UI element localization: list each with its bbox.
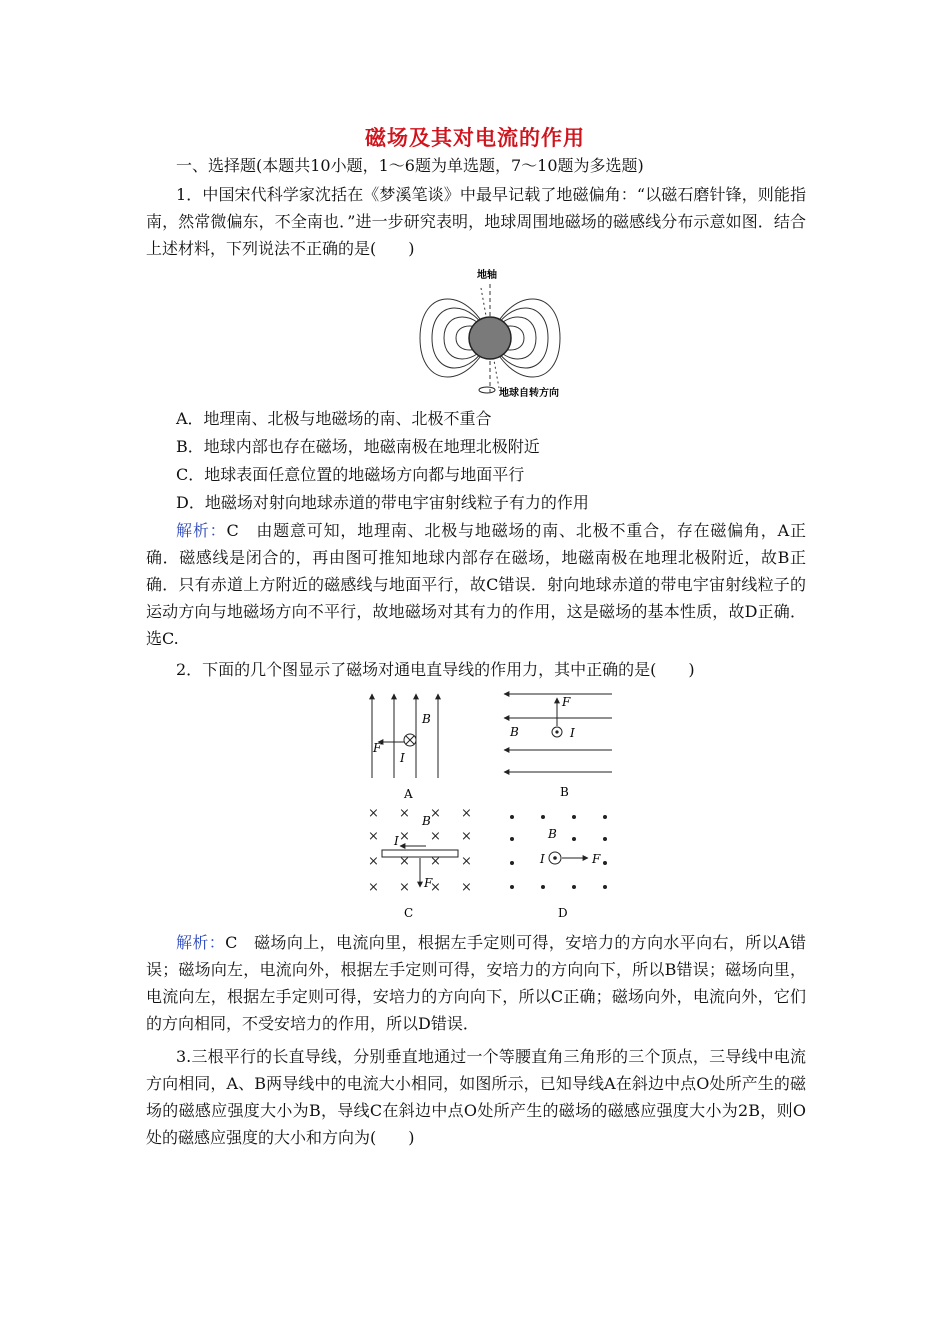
panel-d-b-label: B bbox=[548, 827, 557, 841]
q2-panel-b bbox=[500, 690, 620, 802]
svg-text:×: × bbox=[399, 829, 410, 844]
q1-option-d: D．地磁场对射向地球赤道的带电宇宙射线粒子有力的作用 bbox=[176, 493, 589, 512]
svg-text:×: × bbox=[461, 829, 472, 844]
section-heading: 一、选择题(本题共10小题，1～6题为单选题，7～10题为多选题) bbox=[176, 156, 644, 175]
panel-a-i-label: I bbox=[400, 751, 405, 765]
q2-panel-d bbox=[500, 805, 620, 923]
earth-icon bbox=[469, 317, 511, 359]
panel-c-i-label: I bbox=[394, 834, 399, 848]
rotation-arrow-icon bbox=[479, 387, 495, 393]
earth-magnetic-field-figure bbox=[415, 266, 585, 402]
svg-text:×: × bbox=[430, 854, 441, 869]
earth-axis-label: 地轴 bbox=[477, 270, 497, 281]
analysis-label: 解析： bbox=[176, 521, 227, 540]
q2-analysis bbox=[146, 929, 806, 1037]
panel-b-caption: B bbox=[560, 785, 569, 799]
q1-option-c: C．地球表面任意位置的地磁场方向都与地面平行 bbox=[176, 465, 525, 484]
svg-text:×: × bbox=[430, 880, 441, 895]
svg-text:×: × bbox=[368, 854, 379, 869]
svg-text:×: × bbox=[461, 854, 472, 869]
svg-text:×: × bbox=[399, 854, 410, 869]
q1-analysis-text: C 由题意可知，地理南、北极与地磁场的南、北极不重合，存在磁偏角，A正确．磁感线是闭合的，再由图可推知地球内部存在磁场，地磁南极在地理北极附近，故B正确．只有赤道上方附近的磁感线与地面平行，故C错误．射向地球赤道的带电宇宙射线粒子的运动方向与地磁场方向不平行，故地磁场对其有力的作用，这是磁场的基本性质，故D正确．选C. bbox=[146, 521, 806, 648]
svg-text:×: × bbox=[399, 880, 410, 895]
q1-analysis bbox=[146, 517, 806, 652]
panel-a-b-label: B bbox=[422, 712, 431, 726]
panel-d-i-label: I bbox=[540, 852, 545, 866]
page-title: 磁场及其对电流的作用 bbox=[365, 125, 585, 150]
panel-c-b-label: B bbox=[422, 814, 431, 828]
q1-option-b: B．地球内部也存在磁场，地磁南极在地理北极附近 bbox=[176, 437, 540, 456]
panel-d-caption: D bbox=[558, 906, 568, 920]
panel-b-f-label: F bbox=[562, 695, 571, 709]
q1-stem: 1．中国宋代科学家沈括在《梦溪笔谈》中最早记载了地磁偏角：“以磁石磨针锋，则能指南，然常微偏东，不全南也．”进一步研究表明，地球周围地磁场的磁感线分布示意如图．结合上述材料，下列说法不正确的是( ) bbox=[146, 185, 806, 258]
panel-a-caption: A bbox=[404, 787, 413, 801]
panel-a-f-label: F bbox=[373, 741, 382, 755]
panel-c-caption: C bbox=[404, 906, 414, 920]
rotation-direction-label: 地球自转方向 bbox=[499, 388, 559, 399]
q2-analysis-text: C 磁场向上，电流向里，根据左手定则可得，安培力的方向水平向右，所以A错误；磁场向左，电流向外，根据左手定则可得，安培力的方向向下，所以B错误；磁场向里，电流向左，根据左手定则可得，安培力的方向向下，所以C正确；磁场向外，电流向外，它们的方向相同，不受安培力的作用，所以D错误． bbox=[146, 933, 806, 1033]
svg-text:×: × bbox=[430, 806, 441, 821]
q2-panel-a bbox=[360, 690, 460, 802]
panel-b-i-label: I bbox=[570, 726, 575, 740]
svg-text:×: × bbox=[368, 806, 379, 821]
q2-panel-c bbox=[362, 805, 478, 923]
panel-d-f-label: F bbox=[592, 852, 601, 866]
panel-c-f-label: F bbox=[424, 876, 433, 890]
panel-b-b-label: B bbox=[510, 725, 519, 739]
svg-text:×: × bbox=[368, 829, 379, 844]
analysis-label: 解析： bbox=[176, 933, 226, 952]
svg-text:×: × bbox=[399, 806, 410, 821]
q2-stem: 2．下面的几个图显示了磁场对通电直导线的作用力，其中正确的是( ) bbox=[176, 660, 695, 679]
svg-text:×: × bbox=[430, 829, 441, 844]
svg-text:×: × bbox=[461, 806, 472, 821]
svg-text:×: × bbox=[368, 880, 379, 895]
svg-text:×: × bbox=[461, 880, 472, 895]
q1-option-a: A．地理南、北极与地磁场的南、北极不重合 bbox=[176, 409, 492, 428]
q3-stem: 3.三根平行的长直导线，分别垂直地通过一个等腰直角三角形的三个顶点，三导线中电流方向相同，A、B两导线中的电流大小相同，如图所示，已知导线A在斜边中点O处所产生的磁场的磁感应强度大小为B，导线C在斜边中点O处所产生的磁场的磁感应强度大小为2B，则O处的磁感应强度的大小和方向为( ) bbox=[146, 1047, 806, 1147]
